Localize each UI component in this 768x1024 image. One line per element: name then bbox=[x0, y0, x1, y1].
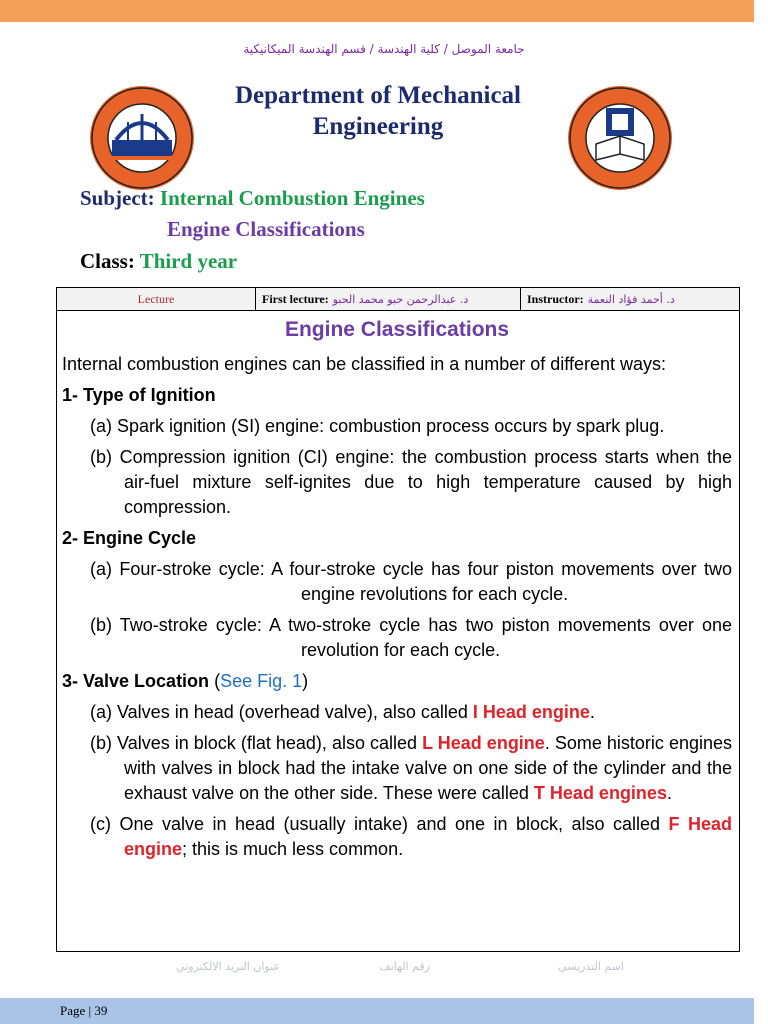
footer-instructor-name-label: اسم التدريسي bbox=[558, 960, 624, 973]
item-two-stroke: (b) Two-stroke cycle: A two-stroke cycle has two piston movements over one revolution for each cycle. bbox=[90, 615, 732, 660]
close-paren: ) bbox=[302, 671, 309, 691]
department-title-line2: Engineering bbox=[312, 113, 444, 140]
footer-email-label: عنوان البريد الالكتروني bbox=[175, 960, 280, 973]
instructor-cell bbox=[521, 288, 739, 310]
instructor-label: Instructor: bbox=[527, 291, 584, 306]
item-f-head bbox=[62, 812, 732, 862]
l-head-text: (b) Valves in block (flat head), also called bbox=[90, 733, 423, 753]
subject-value: Internal Combustion Engines bbox=[159, 186, 425, 210]
lecture-info-table bbox=[56, 287, 740, 311]
footer-phone-label: رقم الهاتف bbox=[379, 960, 430, 973]
class-label: Class: bbox=[80, 249, 135, 273]
intro-paragraph: Internal combustion engines can be classified in a number of different ways: bbox=[62, 354, 667, 374]
first-lecture-name: د. عبدالرحمن حبو محمد الحبو bbox=[332, 292, 469, 306]
lecture-content bbox=[62, 316, 732, 868]
see-fig-1-link[interactable]: See Fig. 1 bbox=[220, 671, 303, 691]
f-head-engine: F Head engine bbox=[124, 814, 733, 859]
department-title bbox=[196, 80, 560, 142]
heading-engine-cycle: 2- Engine Cycle bbox=[62, 528, 197, 548]
class-value: Third year bbox=[139, 249, 238, 273]
heading-valve-location bbox=[62, 669, 732, 694]
t-head-engines: T Head engines bbox=[533, 783, 667, 803]
first-lecture-label: First lecture: bbox=[262, 291, 329, 306]
heading-type-of-ignition: 1- Type of Ignition bbox=[62, 385, 216, 405]
topic-title: Engine Classifications bbox=[167, 217, 365, 241]
footer-contact-labels bbox=[0, 960, 768, 980]
i-head-text: (a) Valves in head (overhead valve), also called bbox=[90, 702, 473, 722]
item-l-head bbox=[62, 731, 732, 806]
f-head-text: (c) One valve in head (usually intake) and one in block, also called bbox=[90, 814, 669, 834]
l-head-mid: . Some historic engines with valves in block had the intake valve on one side of the cylinder and the exhaust valve on the other side. These were called bbox=[124, 733, 733, 803]
first-lecture-cell bbox=[256, 288, 521, 310]
department-title-line1: Department of Mechanical bbox=[234, 82, 522, 109]
university-logo-left bbox=[88, 84, 196, 192]
item-i-head bbox=[62, 700, 732, 725]
section-title: Engine Classifications bbox=[284, 318, 510, 341]
item-compression-ignition: (b) Compression ignition (CI) engine: the combustion process starts when the air-fuel mixture self-ignites due to high temperature caused by high compression. bbox=[90, 447, 732, 517]
top-accent-bar bbox=[0, 0, 754, 22]
bottom-accent-bar bbox=[0, 998, 754, 1024]
subject-label: Subject: bbox=[80, 186, 155, 210]
i-head-post: . bbox=[589, 702, 595, 722]
f-head-post: ; this is much less common. bbox=[182, 839, 404, 859]
l-head-post: . bbox=[666, 783, 672, 803]
lecture-cell: Lecture bbox=[57, 288, 256, 310]
i-head-engine: I Head engine bbox=[472, 702, 590, 722]
instructor-name: د. أحمد فؤاد النعمة bbox=[587, 292, 675, 306]
item-spark-ignition: (a) Spark ignition (SI) engine: combustion process occurs by spark plug. bbox=[90, 416, 665, 436]
valve-location-title: 3- Valve Location bbox=[62, 671, 210, 691]
college-logo-right bbox=[566, 84, 674, 192]
item-four-stroke: (a) Four-stroke cycle: A four-stroke cycle has four piston movements over two engine revolutions for each cycle. bbox=[90, 559, 732, 604]
l-head-engine: L Head engine bbox=[422, 733, 545, 753]
page-number: Page | 39 bbox=[60, 1003, 108, 1018]
open-paren: ( bbox=[209, 671, 221, 691]
university-path-header: جامعة الموصل / كلية الهندسة / قسم الهندسة الميكانيكية bbox=[243, 42, 525, 56]
subject-line bbox=[80, 186, 425, 211]
class-line bbox=[80, 249, 237, 274]
